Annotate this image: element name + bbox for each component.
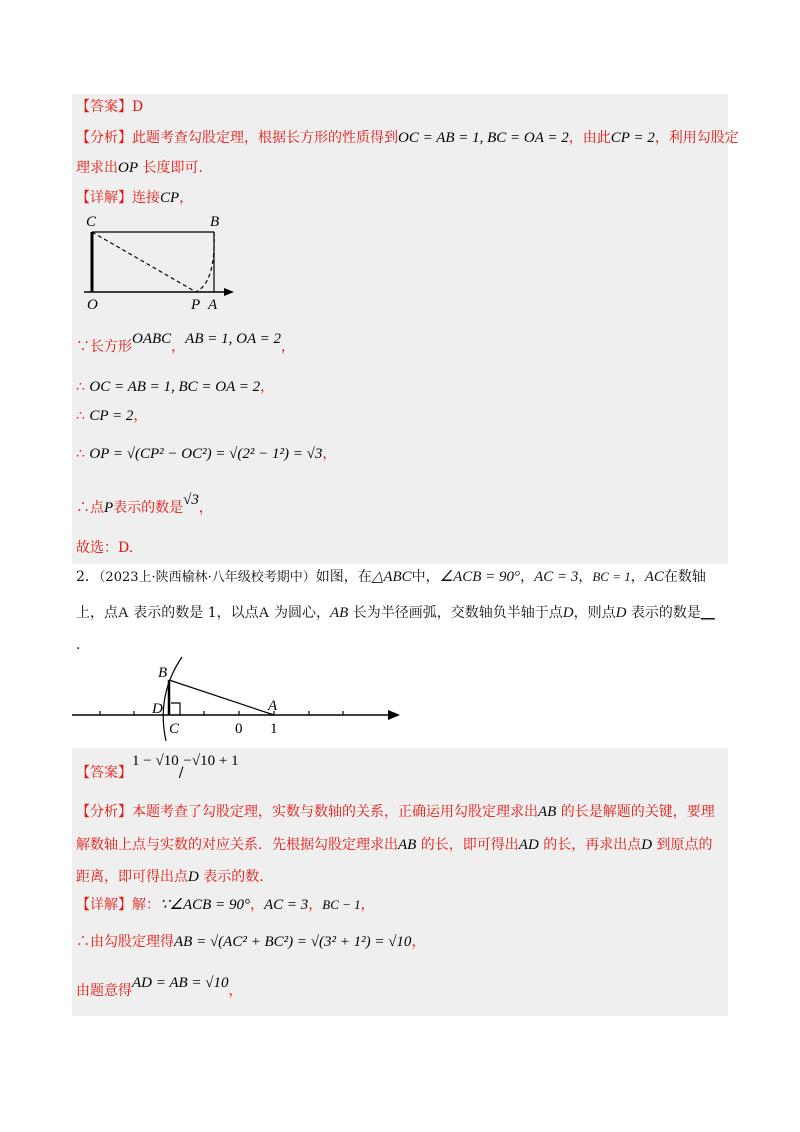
segment-ba: [169, 680, 274, 715]
answer-value: −√10 + 1: [183, 753, 239, 769]
analysis-text: 解数轴上点与实数的对应关系．先根据勾股定理求出: [76, 837, 398, 853]
punctuation: ，: [630, 569, 645, 585]
q2-step1: [76, 931, 726, 953]
label-c: C: [86, 214, 97, 230]
arrow-icon: [224, 288, 234, 296]
label-o: O: [87, 297, 98, 312]
math-expression: D: [641, 837, 653, 853]
math-expression: ∠ACB = 90°: [439, 569, 521, 585]
question-text: ，则点: [573, 605, 616, 621]
math-expression: AB = √(AC² + BC²) = √(3² + 1²) = √10: [174, 934, 412, 950]
math-expression: AC = 3: [534, 569, 579, 585]
analysis-text: 表示的数.: [203, 869, 264, 885]
analysis-text: 理求出: [76, 160, 118, 176]
q1-detail-line: [76, 187, 726, 209]
label-one: 1: [270, 721, 278, 737]
q1-step1: [76, 331, 726, 358]
math-expression: BC = 1: [592, 569, 631, 584]
math-expression: OP = √(CP² − OC²) = √(2² − 1²) = √3: [89, 446, 323, 462]
math-expression: √3: [183, 492, 199, 508]
punctuation: ，: [308, 897, 323, 913]
punctuation: ，: [578, 569, 593, 585]
analysis-text: 本题考查了勾股定理，实数与数轴的关系，正确运用勾股定理求出: [132, 804, 538, 820]
math-expression: AD: [518, 837, 539, 853]
analysis-text: 的长，即可得出: [420, 837, 519, 853]
question-text: 如图，在: [315, 569, 372, 585]
math-expression: P: [104, 500, 114, 516]
punctuation: ，: [228, 983, 243, 999]
answer-value: 1 − √10: [132, 753, 179, 769]
label-c: C: [169, 721, 180, 737]
label-b: B: [158, 665, 168, 681]
analysis-text: 距离，即可得出点: [76, 869, 188, 885]
question-source: （2023上·陕西榆林·八年级校考期中）: [98, 570, 316, 585]
math-expression: AB: [398, 837, 417, 853]
math-expression: AB: [329, 605, 349, 621]
label-b: B: [210, 214, 220, 230]
math-expression: D: [188, 869, 199, 885]
q1-analysis-line1: [76, 127, 739, 149]
analysis-label: 【分析】: [76, 130, 132, 146]
step-text: 表示的数是: [113, 500, 184, 516]
detail-text: 解：: [132, 897, 160, 913]
math-expression: △ABC: [371, 569, 412, 585]
math-expression: A: [258, 605, 270, 621]
detail-text: 连接: [132, 190, 160, 206]
punctuation: ，: [179, 190, 194, 206]
q1-analysis-line2: [76, 157, 726, 179]
math-expression: AB = 1, OA = 2: [185, 331, 281, 347]
punctuation: ，: [133, 408, 148, 424]
therefore-symbol: ∴: [76, 446, 85, 462]
question-text: 在数轴: [663, 569, 706, 585]
step-text: 由题意得: [76, 983, 132, 999]
q2-stem-line2: [76, 602, 726, 624]
q1-step4: [76, 443, 726, 465]
analysis-text: 的长是解题的关键，要理: [560, 804, 715, 820]
math-expression: OABC: [132, 331, 172, 347]
q1-final: [76, 537, 726, 559]
arc-bp: [196, 232, 214, 292]
punctuation: ，: [171, 339, 186, 355]
label-a: A: [268, 698, 278, 714]
therefore-symbol: ∴: [76, 379, 85, 395]
punctuation: ，: [198, 500, 213, 516]
analysis-text: 长度即可.: [142, 160, 203, 176]
question-text: 中，: [411, 569, 440, 585]
answer-label: 【答案】: [76, 99, 132, 115]
right-angle-mark: [171, 703, 180, 715]
answer-value: D: [132, 99, 144, 115]
label-a: A: [208, 297, 218, 312]
math-expression: A: [118, 605, 129, 621]
segment-cp: [92, 232, 196, 292]
q2-analysis-line2: [76, 834, 726, 856]
question-number: 2．: [76, 569, 99, 585]
punctuation: ，: [280, 339, 295, 355]
math-expression: OC = AB = 1, BC = OA = 2: [89, 379, 261, 395]
punctuation: ，: [411, 934, 426, 950]
q2-analysis-line3: [76, 866, 726, 888]
math-expression: AB: [538, 804, 557, 820]
math-expression: CP = 2: [89, 408, 134, 424]
question-text: 表示的数是: [630, 605, 701, 621]
q1-step3: [76, 405, 726, 427]
q2-detail-line: [76, 894, 726, 916]
math-expression: OC = AB = 1, BC = OA = 2: [398, 130, 569, 146]
rectangle-figure: [84, 212, 244, 312]
q2-answer-line: [76, 753, 726, 784]
math-expression: CP = 2: [610, 130, 655, 146]
math-expression: OP: [118, 160, 138, 176]
step-text: ∴点: [76, 500, 104, 516]
punctuation: ，: [360, 897, 375, 913]
q1-step2: [76, 376, 726, 398]
detail-label: 【详解】: [76, 190, 132, 206]
q2-stem-line1: [76, 566, 726, 589]
step-text: ∴由勾股定理得: [76, 934, 174, 950]
math-expression: ∵∠ACB = 90°: [160, 897, 250, 913]
label-p: P: [191, 297, 201, 312]
punctuation: ，: [322, 446, 337, 462]
math-expression: D: [562, 605, 574, 621]
number-line-figure: [70, 655, 410, 745]
label-zero: 0: [235, 721, 243, 737]
analysis-label: 【分析】: [76, 804, 132, 820]
analysis-text: ，由此: [568, 130, 611, 146]
punctuation: ，: [260, 379, 275, 395]
punctuation: ，: [249, 897, 264, 913]
question-text: 为圆心，: [273, 605, 330, 621]
final-choice: 故选：D.: [76, 540, 134, 556]
analysis-text: 到原点的: [656, 837, 713, 853]
answer-blank: __: [700, 605, 715, 621]
punctuation: .: [76, 637, 81, 653]
question-text: 上，点: [76, 605, 118, 621]
q1-step5: [76, 492, 726, 519]
question-text: 长为半径画弧，交数轴负半轴于点: [352, 605, 563, 621]
label-d: D: [152, 701, 163, 717]
step-text: 长方形: [90, 339, 132, 355]
question-text: 表示的数是 1，以点: [133, 605, 259, 621]
separator: /: [178, 765, 184, 781]
q2-analysis-line1: [76, 801, 726, 823]
q2-stem-line3: [76, 634, 726, 656]
detail-label: 【详解】: [76, 897, 132, 913]
math-expression: AC = 3: [263, 897, 309, 913]
analysis-text: ，利用勾股定: [654, 130, 739, 146]
math-expression: D: [615, 605, 627, 621]
math-expression: AD = AB = √10: [132, 975, 229, 991]
arrow-icon: [388, 710, 400, 720]
math-expression: CP: [160, 190, 180, 206]
math-expression: BC − 1: [322, 897, 361, 912]
therefore-symbol: ∴: [76, 408, 85, 424]
analysis-text: 此题考查勾股定理，根据长方形的性质得到: [132, 130, 398, 146]
answer-label: 【答案】: [76, 765, 132, 781]
q1-answer-line: [76, 96, 726, 118]
analysis-text: 的长，再求出点: [543, 837, 642, 853]
punctuation: ，: [520, 569, 535, 585]
because-symbol: ∵: [76, 339, 90, 355]
math-expression: AC: [644, 569, 664, 585]
q2-step2: [76, 975, 726, 1002]
